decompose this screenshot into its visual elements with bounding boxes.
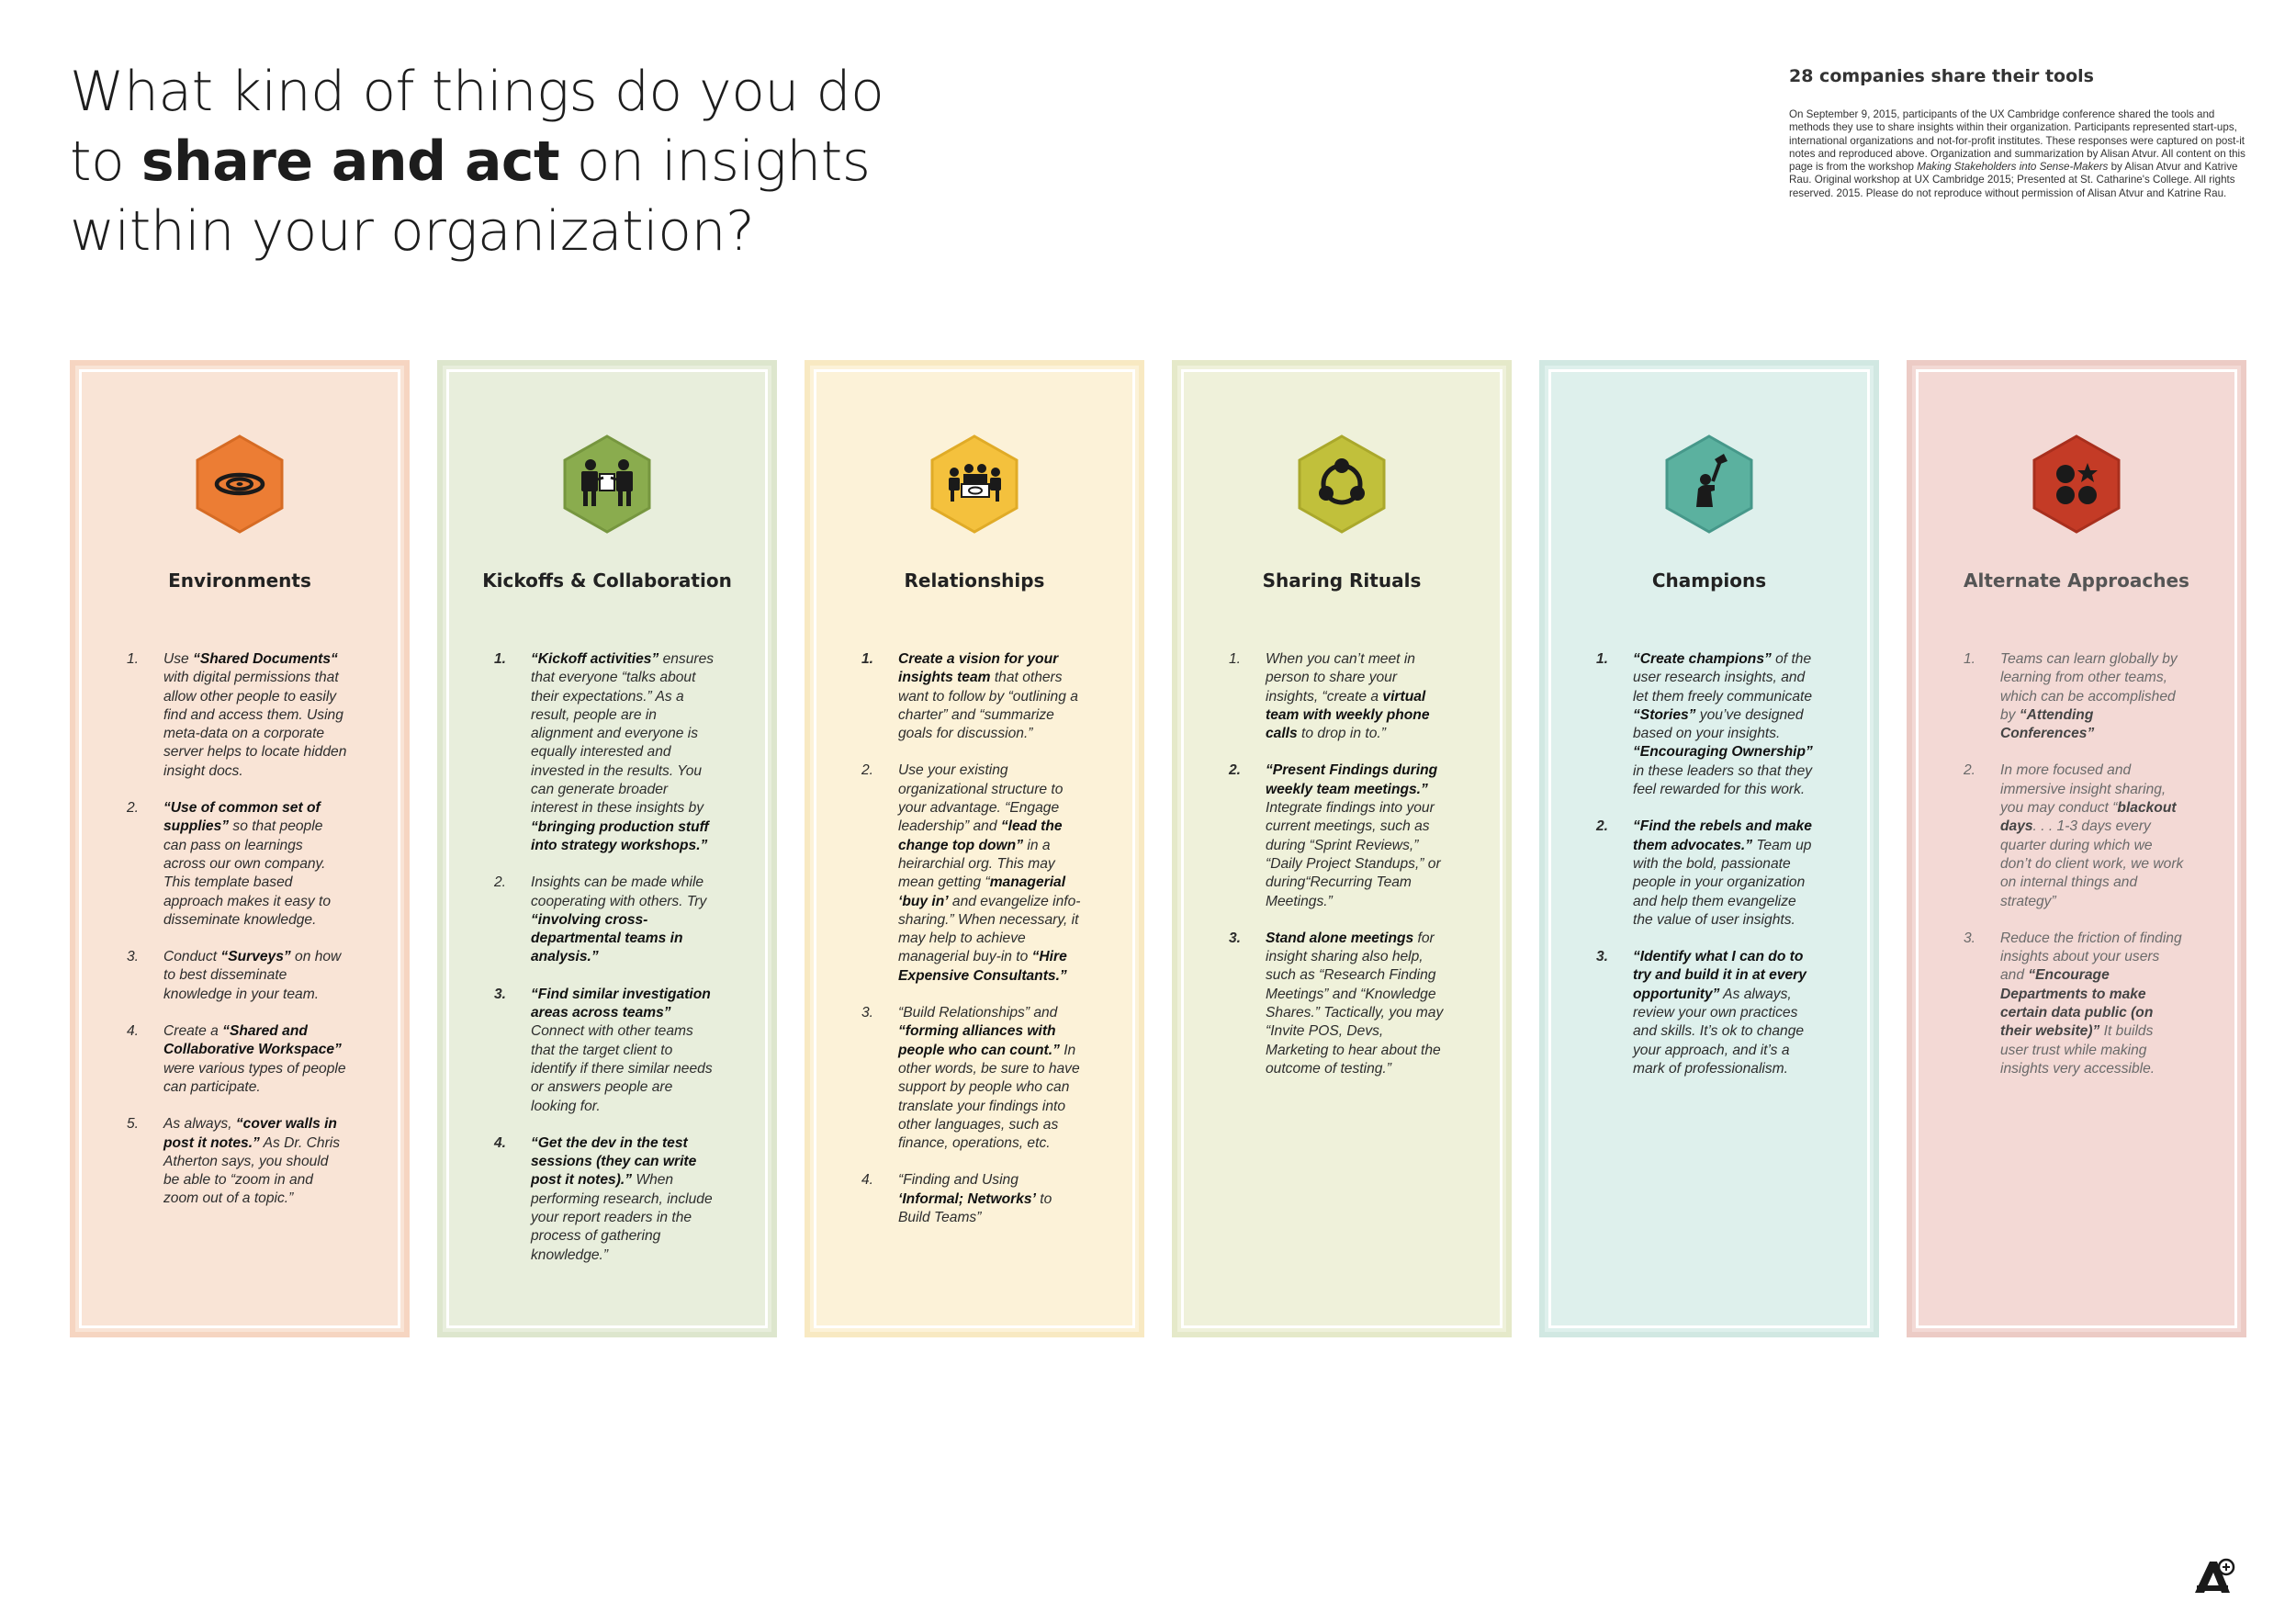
item-number: 2. [1596, 818, 1609, 835]
workshop-title: Making Stakeholders into Sense-Makers [1917, 161, 2109, 174]
item-text: As always, [163, 1116, 236, 1133]
item-text: As Dr. Chris Atherton says, you should be able to “zoom in and zoom out of a topic.” [163, 1134, 341, 1207]
item-emphasis: “forming alliances with people who can count.” [898, 1023, 1060, 1058]
item-text: “Finding and Using [898, 1172, 1019, 1189]
list-item [1596, 650, 1817, 799]
info-text-part-2: by Alisan Atvur and Katrive Rau. Original workshop at UX Cambridge 2015; Presented at St. Catharine's College. All rights reserved. 2015. Please do not reproduce without permission of Alisan Atvur and Katrine Rau. [1789, 161, 2238, 199]
item-emphasis: blackout days [2000, 800, 2177, 835]
item-emphasis: “Attending Conferences” [2000, 706, 2095, 742]
list-item [861, 650, 1082, 743]
item-text: ensures that everyone “talks about their expectations.” As a result, people are in alignment and everyone is equally interested and invested in the results. You can generate broader interest in these insights by [531, 651, 715, 817]
item-text: “Build Relationships” and [898, 1005, 1058, 1021]
item-text: When you can’t meet in person to share your insights, “create a [1266, 651, 1415, 705]
item-number: 1. [127, 651, 140, 667]
list-item [861, 1171, 1082, 1227]
item-emphasis: “Shared Documents“ [193, 651, 338, 667]
meeting-icon [927, 434, 1022, 535]
item-emphasis: “Stories” [1633, 706, 1696, 723]
item-text: It builds user trust while making insights very accessible. [2000, 1023, 2155, 1077]
item-text: Insights can be made while cooperating with others. Try [531, 874, 707, 909]
item-emphasis: “Encourage Departments to make certain data public (on their website)” [2000, 967, 2154, 1040]
list-item [127, 1115, 347, 1208]
item-text: Integrate findings into your current meetings, such as during “Sprint Reviews,” “Daily Project Standups,” or during“Recurring Team Meetings.” [1266, 800, 1441, 909]
list-item [1229, 930, 1449, 1078]
card-title: Sharing Rituals [1262, 570, 1422, 592]
item-emphasis: virtual team with weekly phone calls [1266, 688, 1430, 742]
insight-list [1596, 650, 1817, 1097]
item-text: on how to best disseminate knowledge in your team. [163, 949, 342, 1002]
item-text: to drop in to.” [1297, 726, 1386, 742]
item-text: Connect with other teams that the target client to identify if there similar needs or answers people are looking for. [531, 1023, 713, 1114]
item-text: In other words, be sure to have support by people who can translate your findings into other languages, such as finance, operations, etc. [898, 1042, 1080, 1152]
item-text: Use your existing organizational structure to your advantage. “Engage leadership” and [898, 762, 1064, 835]
list-item [494, 650, 715, 855]
item-text: Use [163, 651, 194, 667]
item-number: 3. [1964, 930, 1976, 946]
item-number: 2. [861, 762, 874, 779]
item-emphasis: “Identify what I can do to try and build it in at every opportunity” [1633, 949, 1806, 1002]
info-block [1789, 66, 2248, 200]
item-text: in these leaders so that they feel rewarded for this work. [1633, 762, 1813, 798]
item-text: Reduce the friction of finding insights about your users and [2000, 930, 2182, 984]
item-text: to Build Teams” [898, 1190, 1052, 1226]
item-emphasis: “Encouraging Ownership” [1633, 744, 1813, 761]
list-item [127, 799, 347, 930]
item-emphasis: “Find similar investigation areas across teams” [531, 986, 711, 1021]
item-number: 1. [861, 651, 874, 667]
item-text: As always, review your own practices and skills. It’s ok to change your approach, and it’s a mark of professionalism. [1633, 986, 1805, 1077]
insight-list [1229, 650, 1449, 1097]
item-number: 3. [127, 949, 140, 965]
item-text: and evangelize info-sharing.” When necessary, it may help to achieve managerial buy-in to [898, 893, 1081, 965]
item-emphasis: Create a vision for your insights team [898, 651, 1059, 686]
item-number: 3. [1596, 949, 1609, 965]
item-number: 3. [494, 986, 507, 1002]
title-emphasis: share and act [141, 130, 560, 194]
list-item [494, 874, 715, 966]
item-number: 2. [1964, 762, 1976, 779]
title-line-3: within your organization? [70, 199, 755, 264]
card-alternate-approaches [1907, 360, 2246, 1337]
item-number: 4. [861, 1172, 874, 1189]
list-item [127, 1022, 347, 1097]
card-environments [70, 360, 410, 1337]
insight-list [1964, 650, 2184, 1097]
item-number: 4. [494, 1134, 507, 1151]
insight-list [861, 650, 1082, 1246]
item-text: in a heirarchial org. This may mean getting “ [898, 837, 1055, 891]
item-number: 3. [861, 1005, 874, 1021]
item-emphasis: “Get the dev in the test sessions (they can write post it notes).” [531, 1134, 697, 1189]
shapes-icon [2029, 434, 2124, 535]
item-text: were various types of people can participate. [163, 1060, 346, 1095]
brand-logo-icon [2191, 1556, 2235, 1596]
item-number: 1. [494, 651, 507, 667]
list-item [127, 650, 347, 781]
item-emphasis: “Present Findings during weekly team meetings.” [1266, 762, 1438, 797]
insight-list [127, 650, 347, 1227]
item-emphasis: ‘Informal; Networks’ [898, 1190, 1036, 1207]
page-title [70, 57, 970, 266]
item-text: Team up with the bold, passionate people in your organization and help them evangelize the value of user insights. [1633, 837, 1812, 928]
item-emphasis: managerial ‘buy in’ [898, 874, 1066, 909]
target-icon [192, 434, 287, 535]
card-champions [1539, 360, 1879, 1337]
item-emphasis: “Kickoff activities” [531, 651, 659, 667]
card-sharing-rituals [1172, 360, 1512, 1337]
list-item [1229, 650, 1449, 743]
info-text-part-1: On September 9, 2015, participants of the UX Cambridge conference shared the tools and methods they use to share insights within their organization. Participants represented start-ups, international organizations and not-for-profit institutes. These responses were captured on post-it notes and reproduced above. Organization and summarization by Alisan Atvur. All content on this page is from the workshop [1789, 108, 2245, 174]
item-emphasis: “Hire Expensive Consultants.” [898, 949, 1067, 984]
item-emphasis: “Shared and Collaborative Workspace” [163, 1023, 342, 1058]
list-item [1964, 761, 2184, 910]
item-emphasis: “lead the change top down” [898, 818, 1063, 853]
item-text: for insight sharing also help, such as “Research Finding Meetings” and “Knowledge Shares.” Tactically, you may “Invite POS, Devs, Marketing to hear about the outcome of testing.” [1266, 930, 1444, 1077]
item-number: 1. [1964, 651, 1976, 667]
list-item [1964, 650, 2184, 743]
item-emphasis: “Use of common set of supplies” [163, 800, 321, 835]
list-item [1229, 761, 1449, 910]
info-text [1789, 108, 2248, 200]
item-emphasis: Stand alone meetings [1266, 930, 1414, 946]
card-relationships [805, 360, 1144, 1337]
item-number: 5. [127, 1116, 140, 1133]
card-title: Kickoffs & Collaboration [482, 570, 732, 592]
title-line-2-post: on insights [559, 130, 871, 194]
item-number: 1. [1229, 651, 1242, 667]
card-title: Alternate Approaches [1964, 570, 2189, 592]
item-text: Conduct [163, 949, 221, 965]
list-item [1964, 930, 2184, 1078]
item-text: When performing research, include your report readers in the process of gathering knowledge.” [531, 1172, 713, 1263]
item-text: with digital permissions that allow other people to easily find and access them. Using meta-data on a corporate server helps to locate hidden insight docs. [163, 670, 347, 779]
item-text: so that people can pass on learnings across our own company. This template based approach makes it easy to disseminate knowledge. [163, 818, 332, 928]
item-text: you’ve designed based on your insights. [1633, 706, 1804, 742]
card-title: Relationships [904, 570, 1045, 592]
info-heading: 28 companies share their tools [1789, 66, 2094, 86]
item-text: Teams can learn globally by learning from other teams, which can be accomplished by [2000, 651, 2178, 723]
item-emphasis: “cover walls in post it notes.” [163, 1116, 337, 1151]
item-text: Create a [163, 1023, 223, 1040]
collaboration-icon [559, 434, 655, 535]
champion-icon [1661, 434, 1757, 535]
title-line-1: What kind of things do you do [70, 60, 884, 124]
item-number: 1. [1596, 651, 1609, 667]
list-item [494, 986, 715, 1116]
list-item [127, 948, 347, 1004]
item-emphasis: “Find the rebels and make them advocates.” [1633, 818, 1812, 853]
item-number: 2. [1229, 762, 1242, 779]
list-item [1596, 818, 1817, 930]
item-number: 3. [1229, 930, 1242, 946]
card-kickoffs-collaboration [437, 360, 777, 1337]
title-line-2-pre: to [70, 130, 141, 194]
item-text: . . . 1-3 days every quarter during which we don’t do client work, we work on internal things and strategy” [2000, 818, 2184, 909]
card-title: Environments [168, 570, 311, 592]
list-item [494, 1134, 715, 1265]
item-number: 2. [127, 800, 140, 817]
item-number: 2. [494, 874, 507, 891]
item-number: 4. [127, 1023, 140, 1040]
item-text: In more focused and immersive insight sharing, you may conduct “ [2000, 762, 2167, 817]
item-emphasis: “involving cross-departmental teams in analysis.” [531, 911, 683, 965]
card-title: Champions [1651, 570, 1767, 592]
list-item [861, 1004, 1082, 1153]
item-text: that others want to follow by “outlining a charter” and “summarize goals for discussion.” [898, 670, 1078, 742]
list-item [1596, 948, 1817, 1078]
cycle-icon [1294, 434, 1390, 535]
item-emphasis: “Create champions” [1633, 651, 1772, 667]
insight-list [494, 650, 715, 1283]
item-text: of the user research insights, and let them freely communicate [1633, 651, 1812, 705]
list-item [861, 761, 1082, 986]
item-emphasis: “Surveys” [220, 949, 291, 965]
item-emphasis: “bringing production stuff into strategy workshops.” [531, 818, 709, 853]
